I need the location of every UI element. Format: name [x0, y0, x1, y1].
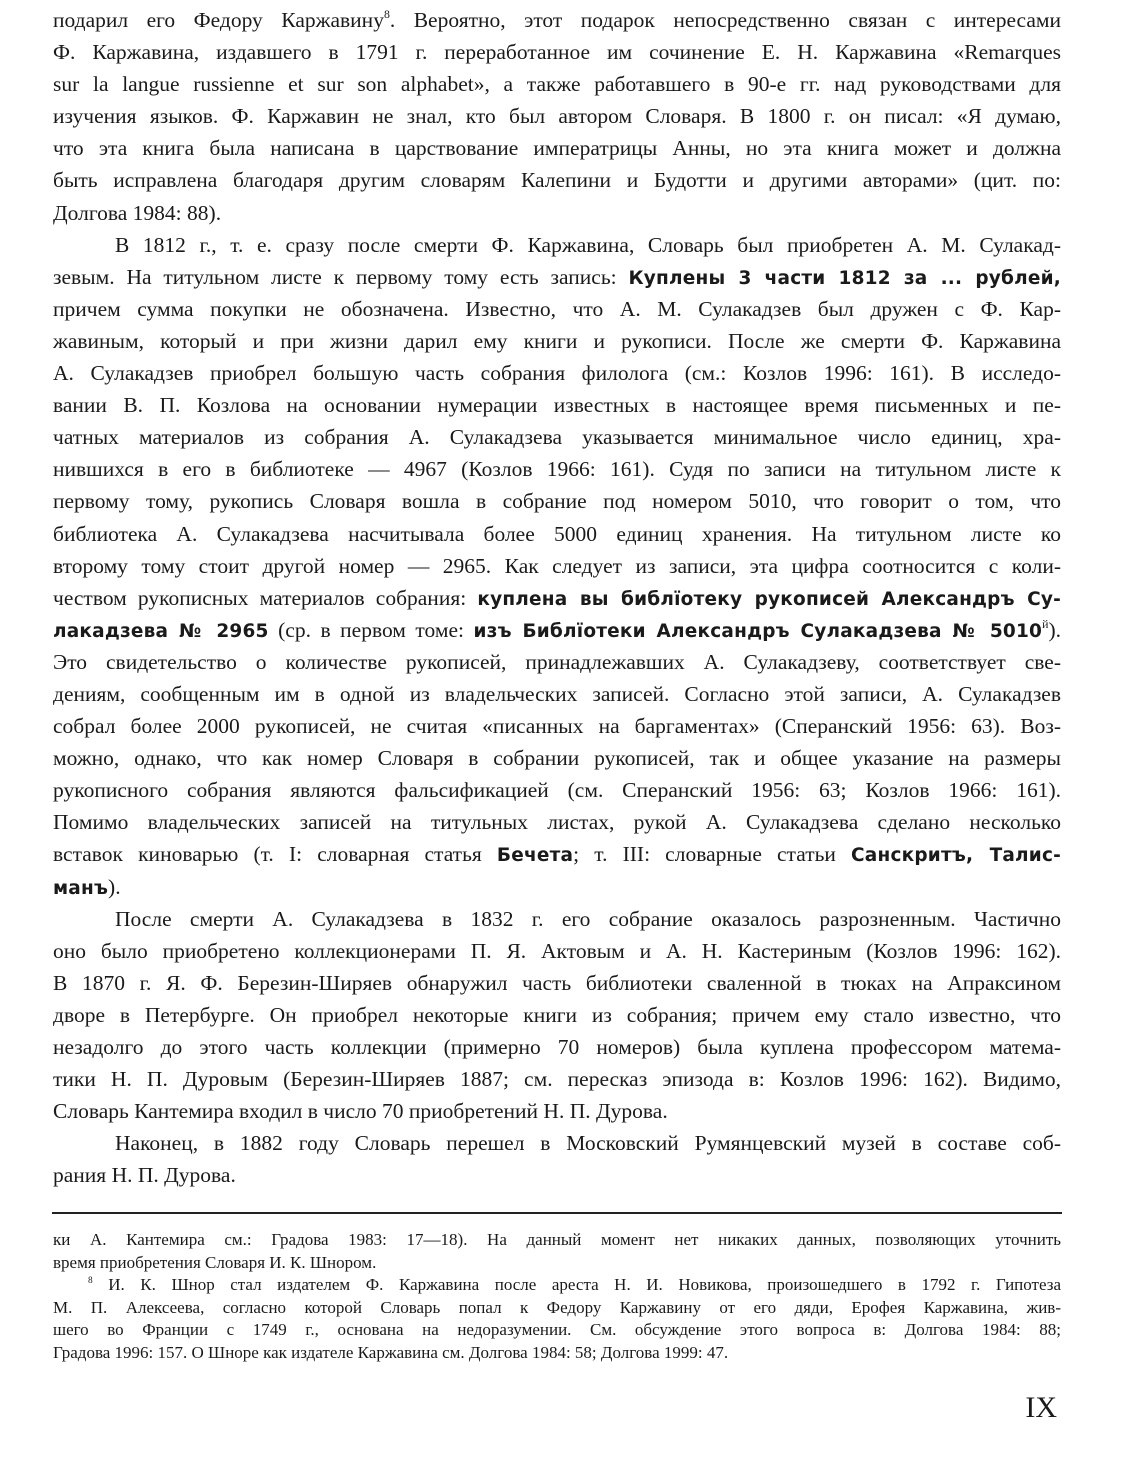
body-line — [53, 100, 1061, 132]
text-run: Это свидетельство о количестве рукописей, принадлежавших А. Сулакадзеву, соответствует све- — [53, 649, 1061, 674]
body-line — [53, 229, 1061, 261]
body-line — [53, 4, 1061, 36]
text-run: нившихся в его в библиотеке — 4967 (Козлов 1966: 161). Судя по записи на титульном листе к — [53, 457, 1061, 482]
text-run: собрал более 2000 рукописей, не считая «писанных на баргаментах» (Сперанский 1956: 63). Воз- — [53, 714, 1061, 739]
body-line — [53, 518, 1061, 550]
text-run: быть исправлена благодаря другим словарям Калепини и Будотти и другими авторами» (цит. по: — [53, 168, 1061, 193]
body-paragraph — [53, 4, 1061, 229]
old-script-quote: Куплены 3 части 1812 за ... рублей, — [628, 267, 1061, 289]
text-run: ). — [108, 874, 121, 899]
body-line — [53, 678, 1061, 710]
text-run: дениям, сообщенным им в одной из владельческих записей. Согласно этой записи, А. Сулакадзев — [53, 681, 1061, 706]
text-run: чатных материалов из собрания А. Сулакадзева указывается минимальное число единиц, хра- — [53, 425, 1061, 450]
text-run: ки А. Кантемира см.: Градова 1983: 17—18). На данный момент нет никаких данных, позволяющих уточнить — [53, 1230, 1061, 1249]
footnotes — [53, 1229, 1061, 1364]
main-text — [53, 4, 1061, 1191]
text-run: ; т. III: словарные статьи — [573, 842, 852, 867]
text-run: ). — [1048, 617, 1061, 642]
footnote-paragraph — [53, 1274, 1061, 1364]
body-paragraph — [53, 903, 1061, 1128]
text-run: Помимо владельческих записей на титульных листах, рукой А. Сулакадзева сделано несколько — [53, 810, 1061, 835]
text-run: что эта книга была написана в царствование императрицы Анны, но эта книга может и должна — [53, 136, 1061, 161]
body-line — [53, 903, 1061, 935]
text-run: И. К. Шнор стал издателем Ф. Каржавина после ареста Н. И. Новикова, произошедшего в 1792 г. Гипотеза — [92, 1275, 1061, 1294]
text-run: дворе в Петербурге. Он приобрел некоторые книги из собрания; причем ему стало известно, что — [53, 1002, 1061, 1027]
text-run: незадолго до этого часть коллекции (примерно 70 номеров) была куплена профессором матема- — [53, 1035, 1061, 1059]
text-run: оно было приобретено коллекционерами П. Я. Актовым и А. Н. Кастериным (Козлов 1996: 162). — [53, 938, 1061, 963]
body-paragraph — [53, 229, 1061, 903]
body-line — [53, 36, 1061, 68]
body-line — [53, 68, 1061, 100]
text-run: вставок киноварью (т. I: словарная статья — [53, 842, 497, 867]
footnote-line — [53, 1342, 1061, 1365]
text-run: После смерти А. Сулакадзева в 1832 г. его собрание оказалось разрозненным. Частично — [115, 906, 1061, 931]
text-run: подарил его Федору Каржавину — [53, 8, 384, 32]
body-line — [53, 774, 1061, 806]
footnote-line — [53, 1252, 1061, 1275]
old-script-quote: Бечета — [496, 845, 574, 867]
text-run: библиотека А. Сулакадзева насчитывала более 5000 единиц хранения. На титульном листе ко — [53, 521, 1061, 546]
body-line — [53, 261, 1061, 293]
body-line — [53, 357, 1061, 389]
old-script-quote: Санскритъ, Талис- — [851, 845, 1061, 867]
footnote-separator — [52, 1212, 1062, 1214]
footnote-marker: й — [1042, 616, 1049, 631]
footnote-line — [53, 1274, 1061, 1297]
body-line — [53, 325, 1061, 357]
text-run: (ср. в первом томе: — [268, 617, 474, 642]
footnote-paragraph — [53, 1229, 1061, 1274]
text-run: Ф. Каржавина, издавшего в 1791 г. переработанное им сочинение Е. Н. Каржавина «Remarques — [53, 40, 1061, 65]
body-line — [53, 742, 1061, 774]
body-line — [53, 999, 1061, 1031]
body-line — [53, 1095, 1061, 1127]
text-run: В 1812 г., т. е. сразу после смерти Ф. Каржавина, Словарь был приобретен А. М. Сулакад- — [115, 232, 1061, 257]
text-run: Градова 1996: 157. О Шноре как издателе Каржавина см. Долгова 1984: 58; Долгова 1999: 47. — [53, 1342, 729, 1362]
body-paragraph — [53, 1127, 1061, 1191]
body-line — [53, 132, 1061, 164]
old-script-quote: манъ — [53, 877, 109, 899]
body-line — [53, 1159, 1061, 1191]
body-line — [53, 197, 1061, 229]
footnote-line — [53, 1319, 1061, 1342]
text-run: причем сумма покупки не обозначена. Известно, что А. М. Сулакадзев был дружен с Ф. Кар- — [53, 296, 1061, 321]
body-line — [53, 838, 1061, 870]
footnote-line — [53, 1229, 1061, 1252]
body-line — [53, 164, 1061, 196]
text-run: второму тому стоит другой номер — 2965. Как следует из записи, эта цифра соотносится с коли- — [53, 553, 1061, 578]
footnote-line — [53, 1297, 1061, 1320]
body-line — [53, 710, 1061, 742]
body-line — [53, 389, 1061, 421]
page-number: IX — [1025, 1391, 1057, 1424]
text-run: Долгова 1984: 88). — [53, 200, 222, 225]
text-run: изучения языков. Ф. Каржавин не знал, кто был автором Словаря. В 1800 г. он писал: «Я думаю, — [53, 104, 1061, 129]
text-run: . Вероятно, этот подарок непосредственно связан с интересами — [389, 8, 1061, 32]
text-run: рания Н. П. Дурова. — [53, 1163, 236, 1188]
body-line — [53, 967, 1061, 999]
old-script-quote: куплена вы библїотеку рукописей Александръ Су- — [477, 588, 1061, 610]
text-run: sur la langue russienne et sur son alphabet», а также работавшего в 90-е гг. над руководствами для — [53, 72, 1061, 97]
text-run: зевым. На титульном листе к первому тому есть запись: — [53, 264, 629, 289]
text-run: А. Сулакадзев приобрел большую часть собрания филолога (см.: Козлов 1996: 161). В исследо- — [53, 361, 1061, 386]
body-line — [53, 550, 1061, 582]
body-line — [53, 1031, 1061, 1063]
text-run: В 1870 г. Я. Ф. Березин-Ширяев обнаружил часть библиотеки сваленной в тюках на Апраксином — [53, 970, 1061, 995]
old-script-quote: лакадзева № 2965 — [53, 620, 269, 642]
body-line — [53, 935, 1061, 967]
body-line — [53, 1063, 1061, 1095]
text-run: первому тому, рукопись Словаря вошла в собрание под номером 5010, что говорит о том, что — [53, 489, 1061, 514]
body-line — [53, 293, 1061, 325]
text-run: М. П. Алексеева, согласно которой Словарь попал к Федору Каржавину от его дяди, Ерофея Каржавина, жив- — [53, 1297, 1061, 1317]
body-line — [53, 485, 1061, 517]
text-run: можно, однако, что как номер Словаря в собрании рукописей, так и общее указание на размеры — [53, 746, 1061, 771]
body-line — [53, 453, 1061, 485]
text-run: вании В. П. Козлова на основании нумерации известных в настоящее время письменных и пе- — [53, 393, 1061, 418]
body-line — [53, 582, 1061, 614]
text-run: шего во Франции с 1749 г., основана на недоразумении. См. обсуждение этого вопроса в: Долгова 1984: 88; — [53, 1320, 1061, 1339]
text-run: Словарь Кантемира входил в число 70 приобретений Н. П. Дурова. — [53, 1099, 668, 1124]
text-run: чеством рукописных материалов собрания: — [53, 585, 478, 610]
body-line — [53, 871, 1061, 903]
body-line — [53, 1127, 1061, 1159]
text-run: тики Н. П. Дуровым (Березин-Ширяев 1887; см. пересказ эпизода в: Козлов 1996: 162). Видимо, — [53, 1067, 1061, 1092]
body-line — [53, 421, 1061, 453]
text-run: рукописного собрания являются фальсификацией (см. Сперанский 1956: 63; Козлов 1966: 161). — [53, 778, 1061, 803]
body-line — [53, 646, 1061, 678]
footnote-marker: 8 — [88, 1276, 93, 1286]
body-line — [53, 614, 1061, 646]
old-script-quote: изъ Библїотеки Александръ Сулакадзева № 5010 — [473, 620, 1043, 642]
text-run: жавиным, который и при жизни дарил ему книги и рукописи. После же смерти Ф. Каржавина — [53, 328, 1061, 353]
text-run: время приобретения Словаря И. К. Шнором. — [53, 1252, 377, 1272]
text-run: Наконец, в 1882 году Словарь перешел в Московский Румянцевский музей в составе соб- — [115, 1131, 1061, 1156]
footnote-marker: 8 — [383, 7, 390, 22]
body-line — [53, 806, 1061, 838]
